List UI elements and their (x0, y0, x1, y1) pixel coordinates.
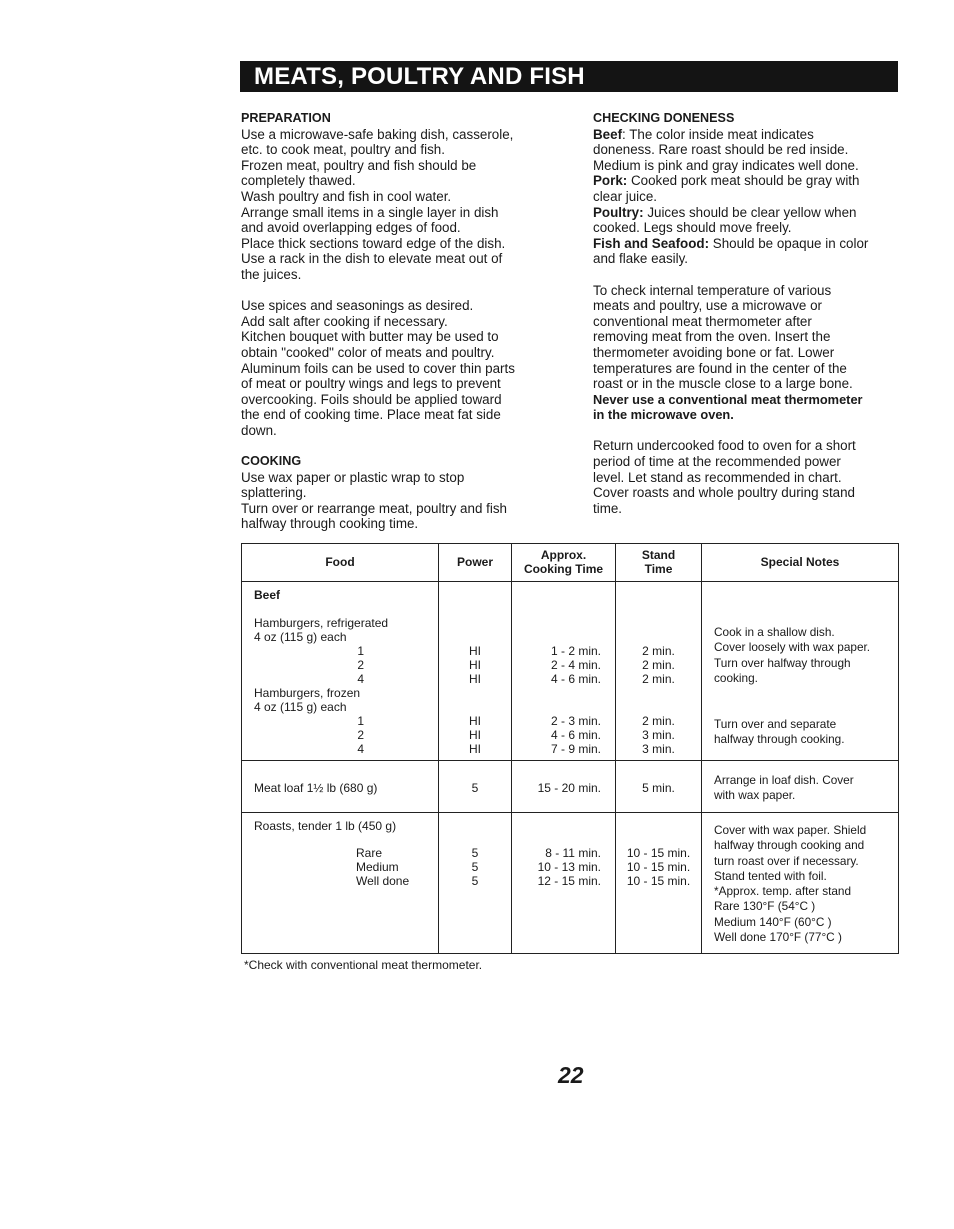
doneness-line: cooked. Legs should move freely. (593, 220, 792, 236)
stand-time: 2 min. (642, 644, 675, 658)
note-line: Turn over halfway through (714, 655, 851, 670)
poultry-text: Juices should be clear yellow when (643, 204, 857, 220)
food-label: 4 oz (115 g) each (254, 630, 347, 644)
note-line: Well done 170°F (77°C ) (714, 930, 842, 945)
prep-line: Use a microwave-safe baking dish, casserole, (241, 126, 514, 142)
prep-line: Place thick sections toward edge of the dish. (241, 235, 506, 251)
poultry-line (593, 205, 893, 221)
temp-line: temperatures are found in the center of the (593, 360, 847, 376)
cooking-chart-table (241, 543, 899, 954)
beef-line (593, 127, 893, 143)
doneness-level: Rare (356, 846, 383, 860)
power-value: HI (469, 714, 481, 728)
doneness-line: Medium is pink and gray indicates well done. (593, 157, 859, 173)
temp-line: roast or in the muscle close to a large bone. (593, 376, 853, 392)
stand-time: 10 - 15 min. (626, 860, 691, 874)
power-value: 5 (471, 781, 479, 795)
note-line: Cover loosely with wax paper. (714, 640, 871, 655)
table-footnote: *Check with conventional meat thermometer. (244, 958, 483, 972)
cooking-heading: COOKING (241, 454, 302, 469)
note-line: halfway through cooking. (714, 732, 845, 747)
power-value: HI (469, 658, 481, 672)
header-stand-line2: Time (644, 562, 673, 576)
doneness-line: clear juice. (593, 188, 658, 204)
prep-line: and avoid overlapping edges of food. (241, 220, 461, 236)
quantity: 2 (357, 728, 364, 742)
header-time-line2: Cooking Time (523, 562, 604, 576)
note-line: Cover with wax paper. Shield (714, 823, 867, 837)
note-line: Medium 140°F (60°C ) (714, 914, 832, 929)
prep-line: Use a rack in the dish to elevate meat out of (241, 251, 503, 267)
special-notes (714, 823, 866, 945)
header-divider (242, 581, 898, 582)
prep-line: down. (241, 422, 277, 438)
note-line: Stand tented with foil. (714, 868, 827, 883)
prep-line: obtain "cooked" color of meats and poultry. (241, 344, 495, 360)
stand-time: 3 min. (642, 728, 675, 742)
note-line: turn roast over if necessary. (714, 853, 859, 868)
pork-label: Pork: (593, 173, 628, 189)
quantity: 1 (357, 714, 364, 728)
quantity: 4 (357, 742, 364, 756)
row-divider (242, 812, 898, 813)
note-line: halfway through cooking and (714, 838, 865, 853)
section-beef: Beef (254, 588, 281, 602)
food-label: Roasts, tender 1 lb (450 g) (254, 819, 397, 833)
temp-line: conventional meat thermometer after (593, 313, 812, 329)
return-line: level. Let stand as recommended in chart. (593, 469, 842, 485)
cooking-line: Turn over or rearrange meat, poultry and fish (241, 500, 507, 516)
page-number: 22 (558, 1062, 584, 1088)
preparation-heading: PREPARATION (241, 111, 331, 125)
warning-line: in the microwave oven. (593, 407, 734, 423)
beef-label: Beef (593, 126, 623, 142)
header-notes: Special Notes (760, 555, 840, 569)
warning-line: Never use a conventional meat thermometer (593, 391, 863, 407)
power-value: HI (469, 728, 481, 742)
quantity: 2 (357, 658, 364, 672)
temp-line: removing meat from the oven. Insert the (593, 329, 831, 345)
prep-line: the juices. (241, 266, 302, 282)
power-value: 5 (471, 846, 479, 860)
doneness-level: Well done (356, 874, 410, 888)
beef-text: : The color inside meat indicates (622, 126, 814, 142)
prep-line: of meat or poultry wings and legs to prevent (241, 376, 501, 392)
pork-text: Cooked pork meat should be gray with (627, 173, 860, 189)
power-value: HI (469, 742, 481, 756)
power-value: 5 (471, 860, 479, 874)
special-notes (714, 773, 854, 804)
power-value: HI (469, 644, 481, 658)
note-line: with wax paper. (714, 788, 796, 803)
doneness-heading: CHECKING DONENESS (593, 111, 735, 125)
power-value: 5 (471, 874, 479, 888)
header-power: Power (456, 555, 493, 569)
prep-line: overcooking. Foils should be applied toward (241, 391, 502, 407)
cook-time: 4 - 6 min. (550, 728, 601, 742)
prep-line: Kitchen bouquet with butter may be used to (241, 329, 499, 345)
note-line: *Approx. temp. after stand (714, 884, 852, 899)
note-line: Arrange in loaf dish. Cover (714, 773, 854, 787)
fish-text: Should be opaque in color (709, 235, 869, 251)
left-column (241, 111, 551, 532)
power-value: HI (469, 672, 481, 686)
food-label: 4 oz (115 g) each (254, 700, 347, 714)
right-column (593, 111, 893, 516)
cooking-line: splattering. (241, 485, 307, 501)
cooking-line: halfway through cooking time. (241, 516, 419, 532)
header-food: Food (325, 555, 355, 569)
header-stand-line1: Stand (641, 548, 676, 562)
prep-line: Arrange small items in a single layer in dish (241, 204, 499, 220)
food-label: Hamburgers, refrigerated (254, 616, 389, 630)
cook-time: 1 - 2 min. (550, 644, 601, 658)
return-line: Return undercooked food to oven for a short (593, 438, 856, 454)
temp-line: To check internal temperature of various (593, 282, 832, 298)
note-line: Rare 130°F (54°C ) (714, 899, 816, 914)
note-line: Cook in a shallow dish. (714, 625, 835, 639)
section-title: MEATS, POULTRY AND FISH (254, 63, 585, 90)
cook-time: 12 - 15 min. (537, 874, 601, 888)
doneness-level: Medium (356, 860, 399, 874)
special-notes (714, 717, 845, 748)
cook-time: 7 - 9 min. (550, 742, 601, 756)
stand-time: 10 - 15 min. (626, 874, 691, 888)
cook-time: 4 - 6 min. (550, 672, 601, 686)
stand-time: 2 min. (642, 658, 675, 672)
quantity: 1 (357, 644, 364, 658)
cook-time: 15 - 20 min. (537, 781, 601, 795)
fish-line (593, 236, 893, 252)
row-divider (242, 760, 898, 761)
cooking-line: Use wax paper or plastic wrap to stop (241, 469, 465, 485)
prep-line: etc. to cook meat, poultry and fish. (241, 142, 445, 158)
food-label: Meat loaf 1½ lb (680 g) (254, 781, 378, 795)
prep-line: Aluminum foils can be used to cover thin parts (241, 360, 515, 376)
column-divider (701, 544, 702, 953)
cook-time: 8 - 11 min. (545, 846, 601, 860)
cook-time: 10 - 13 min. (537, 860, 601, 874)
return-line: Cover roasts and whole poultry during stand (593, 485, 856, 501)
fish-label: Fish and Seafood: (593, 235, 710, 251)
stand-time: 2 min. (642, 672, 675, 686)
stand-time: 3 min. (642, 742, 675, 756)
poultry-label: Poultry: (593, 204, 644, 220)
food-label: Hamburgers, frozen (254, 686, 361, 700)
quantity: 4 (357, 672, 364, 686)
prep-line: Wash poultry and fish in cool water. (241, 188, 452, 204)
prep-line: Add salt after cooking if necessary. (241, 313, 448, 329)
prep-line: the end of cooking time. Place meat fat side (241, 407, 501, 423)
cook-time: 2 - 3 min. (550, 714, 601, 728)
header-time-line1: Approx. (540, 548, 587, 562)
doneness-line: and flake easily. (593, 251, 689, 267)
prep-line: Use spices and seasonings as desired. (241, 298, 474, 314)
return-line: time. (593, 500, 623, 516)
cook-time: 2 - 4 min. (550, 658, 601, 672)
stand-time: 2 min. (642, 714, 675, 728)
note-line: cooking. (714, 670, 758, 685)
temp-line: thermometer avoiding bone or fat. Lower (593, 344, 835, 360)
prep-line: completely thawed. (241, 173, 356, 189)
stand-time: 10 - 15 min. (626, 846, 691, 860)
doneness-line: doneness. Rare roast should be red inside. (593, 142, 849, 158)
return-line: period of time at the recommended power (593, 454, 841, 470)
pork-line (593, 173, 893, 189)
section-title-bar (240, 61, 898, 92)
temp-line: meats and poultry, use a microwave or (593, 298, 822, 314)
special-notes (714, 625, 870, 686)
stand-time: 5 min. (642, 781, 675, 795)
note-line: Turn over and separate (714, 717, 837, 731)
prep-line: Frozen meat, poultry and fish should be (241, 157, 477, 173)
